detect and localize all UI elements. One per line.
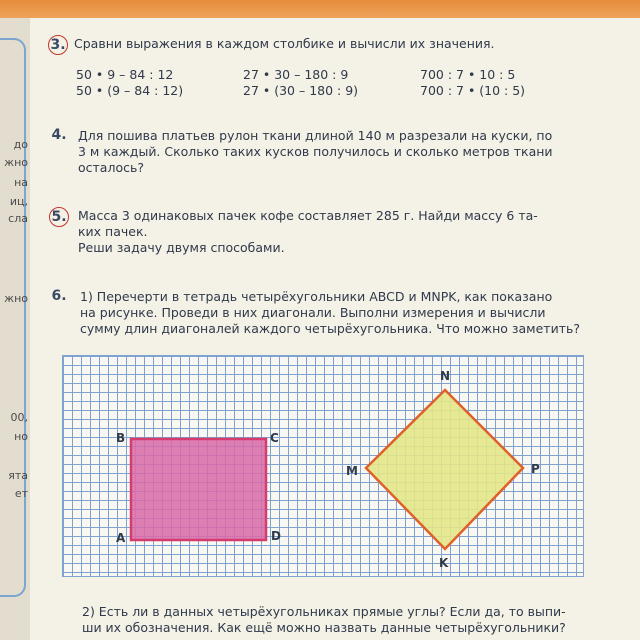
prev-fragment: жно — [4, 292, 28, 305]
task-6-line: сумму длин диагоналей каждого четырёхугольника. Что можно заметить? — [80, 321, 580, 336]
task-3-number: 3. — [48, 35, 68, 55]
prev-fragment: иц, — [9, 195, 28, 208]
task-3-expression: 27 • (30 – 180 : 9) — [243, 83, 359, 98]
rectangle-abcd — [131, 439, 266, 540]
vertex-label-c: C — [270, 431, 279, 445]
task-3-expression: 50 • 9 – 84 : 12 — [76, 67, 174, 82]
prev-fragment: на — [14, 176, 28, 189]
task-6-part-2-line: 2) Есть ли в данных четырёхугольниках прямые углы? Если да, то выпи- — [82, 604, 566, 619]
task-4-line: 3 м каждый. Сколько таких кусков получилось и сколько метров ткани — [78, 144, 553, 159]
prev-fragment: 00, — [10, 411, 28, 424]
prev-fragment: но — [14, 430, 28, 443]
vertex-label-a: A — [116, 531, 126, 545]
prev-fragment: жно — [4, 156, 28, 169]
task-6-line: 1) Перечерти в тетрадь четырёхугольники ABCD и MNPK, как показано — [80, 289, 553, 304]
task-6-number: 6. — [51, 288, 67, 304]
vertex-label-k: K — [439, 556, 449, 570]
task-6-part-2-line: ши их обозначения. Как ещё можно назвать данные четырёхугольники? — [82, 620, 566, 635]
task-6-part-2-text — [82, 604, 602, 636]
task-5-line: Масса 3 одинаковых пачек кофе составляет 285 г. Найди массу 6 та- — [78, 208, 538, 223]
task-3-text: Сравни выражения в каждом столбике и вычисли их значения. — [74, 36, 495, 51]
task-6-line: на рисунке. Проведи в них диагонали. Выполни измерения и вычисли — [80, 305, 546, 320]
task-4-number: 4. — [51, 127, 67, 143]
task-3-expression: 700 : 7 • (10 : 5) — [420, 83, 526, 98]
prev-fragment: сла — [8, 212, 28, 225]
task-5-line: ких пачек. — [78, 224, 148, 239]
task-3-expression: 27 • 30 – 180 : 9 — [243, 67, 349, 82]
vertex-label-d: D — [271, 529, 281, 543]
vertex-label-m: M — [346, 464, 358, 478]
task-5-number: 5. — [49, 207, 69, 227]
vertex-label-n: N — [440, 369, 451, 383]
rhombus-mnpk — [366, 390, 523, 549]
task-4-line: Для пошива платьев рулон ткани длиной 140 м разрезали на куски, по — [78, 128, 553, 143]
vertex-label-b: B — [116, 431, 126, 445]
task-4-line: осталось? — [78, 160, 144, 175]
prev-fragment: ет — [14, 487, 28, 500]
prev-fragment: до — [13, 138, 28, 151]
task-3-expression: 700 : 7 • 10 : 5 — [420, 67, 516, 82]
vertex-label-p: P — [531, 462, 540, 476]
task-3-expression: 50 • (9 – 84 : 12) — [76, 83, 184, 98]
task-5-line: Реши задачу двумя способами. — [78, 240, 285, 255]
prev-fragment: ята — [8, 469, 28, 482]
